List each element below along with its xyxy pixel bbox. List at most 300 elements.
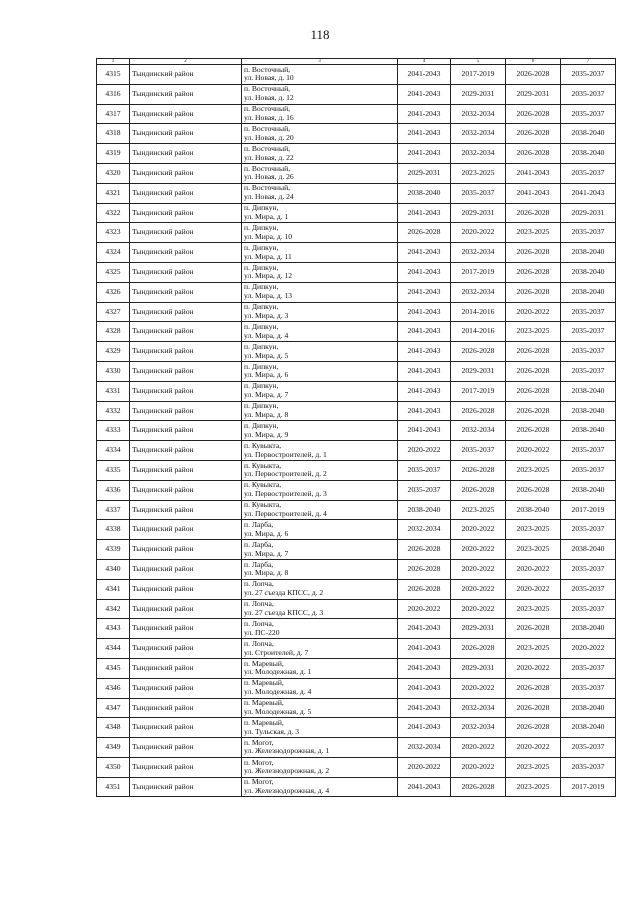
settlement-name: п. Кувыкта, xyxy=(244,480,282,490)
address xyxy=(242,698,398,718)
period-column-5: 2023-2025 xyxy=(451,500,506,520)
period-column-6: 2026-2028 xyxy=(506,698,561,718)
period-column-5: 2020-2022 xyxy=(451,738,506,758)
period-column-6: 2023-2025 xyxy=(506,757,561,777)
row-number: 4350 xyxy=(97,757,130,777)
period-column-4: 2026-2028 xyxy=(398,540,451,560)
row-number: 4315 xyxy=(97,65,130,85)
settlement-name: п. Лопча, xyxy=(244,618,274,628)
row-number: 4320 xyxy=(97,163,130,183)
table-row xyxy=(97,342,616,362)
district-name: Тындинский район xyxy=(130,401,242,421)
address xyxy=(242,579,398,599)
period-column-5: 2014-2016 xyxy=(451,322,506,342)
table-row xyxy=(97,441,616,461)
period-column-4: 2041-2043 xyxy=(398,718,451,738)
district-name: Тындинский район xyxy=(130,619,242,639)
row-number: 4316 xyxy=(97,84,130,104)
period-column-5: 2032-2034 xyxy=(451,243,506,263)
address xyxy=(242,84,398,104)
district-name: Тындинский район xyxy=(130,540,242,560)
period-column-7: 2038-2040 xyxy=(561,718,616,738)
district-name: Тындинский район xyxy=(130,104,242,124)
table-row xyxy=(97,480,616,500)
period-column-4: 2020-2022 xyxy=(398,599,451,619)
column-header-2: 2 xyxy=(130,59,242,65)
row-number: 4329 xyxy=(97,342,130,362)
address xyxy=(242,738,398,758)
address xyxy=(242,183,398,203)
street-address: ул. Мира, д. 7 xyxy=(244,390,289,400)
row-number: 4332 xyxy=(97,401,130,421)
address xyxy=(242,361,398,381)
period-column-6: 2020-2022 xyxy=(506,302,561,322)
settlement-name: п. Дипкун, xyxy=(244,262,279,272)
table-row xyxy=(97,639,616,659)
row-number: 4338 xyxy=(97,520,130,540)
table-row xyxy=(97,520,616,540)
table-row xyxy=(97,144,616,164)
settlement-name: п. Восточный, xyxy=(244,183,291,193)
period-column-5: 2035-2037 xyxy=(451,441,506,461)
period-column-4: 2041-2043 xyxy=(398,203,451,223)
period-column-7: 2035-2037 xyxy=(561,163,616,183)
row-number: 4331 xyxy=(97,381,130,401)
address xyxy=(242,243,398,263)
page-number: 118 xyxy=(310,27,330,42)
table-row xyxy=(97,84,616,104)
period-column-4: 2041-2043 xyxy=(398,381,451,401)
period-column-5: 2029-2031 xyxy=(451,203,506,223)
address xyxy=(242,322,398,342)
street-address: ул. Мира, д. 4 xyxy=(244,330,289,340)
table-row xyxy=(97,223,616,243)
period-column-6: 2026-2028 xyxy=(506,401,561,421)
district-name: Тындинский район xyxy=(130,460,242,480)
period-column-6: 2020-2022 xyxy=(506,738,561,758)
period-column-4: 2041-2043 xyxy=(398,65,451,85)
period-column-7: 2035-2037 xyxy=(561,579,616,599)
address xyxy=(242,262,398,282)
address xyxy=(242,282,398,302)
column-header-1: 1 xyxy=(97,59,130,65)
street-address: ул. Мира, д. 13 xyxy=(244,291,293,301)
period-column-5: 2032-2034 xyxy=(451,124,506,144)
settlement-name: п. Дипкун, xyxy=(244,203,279,213)
period-column-6: 2026-2028 xyxy=(506,342,561,362)
period-column-5: 2032-2034 xyxy=(451,144,506,164)
address xyxy=(242,619,398,639)
table-row xyxy=(97,302,616,322)
table-row xyxy=(97,757,616,777)
settlement-name: п. Дипкун, xyxy=(244,282,279,292)
settlement-name: п. Маревый, xyxy=(244,717,284,727)
address xyxy=(242,302,398,322)
period-column-7: 2035-2037 xyxy=(561,104,616,124)
period-column-5: 2026-2028 xyxy=(451,639,506,659)
street-address: ул. Первостроителей, д. 1 xyxy=(244,449,327,459)
period-column-6: 2041-2043 xyxy=(506,163,561,183)
row-number: 4336 xyxy=(97,480,130,500)
table-row xyxy=(97,421,616,441)
period-column-6: 2026-2028 xyxy=(506,678,561,698)
column-header-4: 4 xyxy=(398,59,451,65)
settlement-name: п. Ларба, xyxy=(244,539,274,549)
street-address: ул. Молодежная, д. 1 xyxy=(244,667,312,677)
street-address: ул. Мира, д. 8 xyxy=(244,568,289,578)
period-column-7: 2038-2040 xyxy=(561,381,616,401)
period-column-4: 2026-2028 xyxy=(398,223,451,243)
table-row xyxy=(97,599,616,619)
district-name: Тындинский район xyxy=(130,421,242,441)
street-address: ул. Первостроителей, д. 4 xyxy=(244,508,327,518)
column-header-5: 5 xyxy=(451,59,506,65)
table-row xyxy=(97,698,616,718)
period-column-6: 2020-2022 xyxy=(506,441,561,461)
street-address: ул. Первостроителей, д. 3 xyxy=(244,489,327,499)
settlement-name: п. Восточный, xyxy=(244,64,291,74)
street-address: ул. Новая, д. 10 xyxy=(244,73,294,83)
address xyxy=(242,559,398,579)
street-address: ул. Тульская, д. 3 xyxy=(244,726,300,736)
period-column-5: 2020-2022 xyxy=(451,540,506,560)
period-column-6: 2026-2028 xyxy=(506,361,561,381)
address xyxy=(242,381,398,401)
address xyxy=(242,599,398,619)
row-number: 4348 xyxy=(97,718,130,738)
period-column-4: 2029-2031 xyxy=(398,163,451,183)
period-column-7: 2035-2037 xyxy=(561,322,616,342)
district-name: Тындинский район xyxy=(130,302,242,322)
table-row xyxy=(97,777,616,797)
address xyxy=(242,441,398,461)
table-row xyxy=(97,718,616,738)
district-name: Тындинский район xyxy=(130,163,242,183)
row-number: 4339 xyxy=(97,540,130,560)
period-column-4: 2041-2043 xyxy=(398,124,451,144)
district-name: Тындинский район xyxy=(130,559,242,579)
period-column-7: 2038-2040 xyxy=(561,144,616,164)
period-column-4: 2026-2028 xyxy=(398,559,451,579)
district-name: Тындинский район xyxy=(130,757,242,777)
row-number: 4324 xyxy=(97,243,130,263)
period-column-5: 2029-2031 xyxy=(451,658,506,678)
period-column-4: 2038-2040 xyxy=(398,183,451,203)
address xyxy=(242,718,398,738)
period-column-7: 2035-2037 xyxy=(561,441,616,461)
period-column-5: 2026-2028 xyxy=(451,342,506,362)
district-name: Тындинский район xyxy=(130,579,242,599)
period-column-4: 2041-2043 xyxy=(398,421,451,441)
period-column-6: 2023-2025 xyxy=(506,460,561,480)
district-name: Тындинский район xyxy=(130,658,242,678)
street-address: ул. Мира, д. 5 xyxy=(244,350,289,360)
district-name: Тындинский район xyxy=(130,223,242,243)
street-address: ул. Мира, д. 1 xyxy=(244,211,289,221)
row-number: 4334 xyxy=(97,441,130,461)
period-column-6: 2026-2028 xyxy=(506,619,561,639)
street-address: ул. Мира, д. 8 xyxy=(244,409,289,419)
row-number: 4333 xyxy=(97,421,130,441)
period-column-4: 2032-2034 xyxy=(398,738,451,758)
row-number: 4330 xyxy=(97,361,130,381)
row-number: 4342 xyxy=(97,599,130,619)
table-row xyxy=(97,738,616,758)
table-row xyxy=(97,401,616,421)
address xyxy=(242,460,398,480)
settlement-name: п. Кувыкта, xyxy=(244,500,282,510)
settlement-name: п. Дипкун, xyxy=(244,302,279,312)
settlement-name: п. Лопча, xyxy=(244,599,274,609)
table-row xyxy=(97,361,616,381)
district-name: Тындинский район xyxy=(130,342,242,362)
settlement-name: п. Кувыкта, xyxy=(244,440,282,450)
address xyxy=(242,124,398,144)
row-number: 4322 xyxy=(97,203,130,223)
period-column-4: 2020-2022 xyxy=(398,757,451,777)
period-column-5: 2032-2034 xyxy=(451,718,506,738)
row-number: 4327 xyxy=(97,302,130,322)
table-row xyxy=(97,262,616,282)
settlement-name: п. Дипкун, xyxy=(244,421,279,431)
street-address: ул. Новая, д. 22 xyxy=(244,152,294,162)
district-name: Тындинский район xyxy=(130,282,242,302)
period-column-7: 2038-2040 xyxy=(561,540,616,560)
street-address: ул. 27 съезда КПСС, д. 2 xyxy=(244,588,324,598)
period-column-7: 2038-2040 xyxy=(561,619,616,639)
period-column-7: 2035-2037 xyxy=(561,738,616,758)
table-row xyxy=(97,500,616,520)
street-address: ул. ПС-220 xyxy=(244,627,280,637)
period-column-7: 2038-2040 xyxy=(561,698,616,718)
table-row xyxy=(97,460,616,480)
table-row xyxy=(97,381,616,401)
settlement-name: п. Дипкун, xyxy=(244,381,279,391)
table-row xyxy=(97,163,616,183)
period-column-4: 2038-2040 xyxy=(398,500,451,520)
district-name: Тындинский район xyxy=(130,599,242,619)
district-name: Тындинский район xyxy=(130,322,242,342)
district-name: Тындинский район xyxy=(130,262,242,282)
period-column-7: 2017-2019 xyxy=(561,500,616,520)
table-row xyxy=(97,183,616,203)
row-number: 4319 xyxy=(97,144,130,164)
table-row xyxy=(97,243,616,263)
row-number: 4344 xyxy=(97,639,130,659)
address xyxy=(242,540,398,560)
period-column-4: 2041-2043 xyxy=(398,84,451,104)
period-column-6: 2029-2031 xyxy=(506,84,561,104)
period-column-7: 2035-2037 xyxy=(561,678,616,698)
street-address: ул. Мира, д. 6 xyxy=(244,528,289,538)
street-address: ул. Молодежная, д. 5 xyxy=(244,706,312,716)
street-address: ул. Мира, д. 7 xyxy=(244,548,289,558)
table-row xyxy=(97,540,616,560)
settlement-name: п. Ларба, xyxy=(244,520,274,529)
period-column-7: 2035-2037 xyxy=(561,342,616,362)
period-column-6: 2023-2025 xyxy=(506,520,561,540)
row-number: 4340 xyxy=(97,559,130,579)
period-column-5: 2032-2034 xyxy=(451,698,506,718)
settlement-name: п. Восточный, xyxy=(244,143,291,153)
period-column-6: 2023-2025 xyxy=(506,599,561,619)
settlement-name: п. Восточный, xyxy=(244,124,291,134)
street-address: ул. Железнодорожная, д. 1 xyxy=(244,746,330,756)
street-address: ул. Молодежная, д. 4 xyxy=(244,687,312,697)
table-row xyxy=(97,65,616,85)
period-column-7: 2035-2037 xyxy=(561,460,616,480)
period-column-5: 2014-2016 xyxy=(451,302,506,322)
period-column-4: 2041-2043 xyxy=(398,658,451,678)
district-name: Тындинский район xyxy=(130,144,242,164)
settlement-name: п. Восточный, xyxy=(244,163,291,173)
period-column-5: 2020-2022 xyxy=(451,223,506,243)
period-column-4: 2041-2043 xyxy=(398,639,451,659)
address xyxy=(242,104,398,124)
period-column-7: 2035-2037 xyxy=(561,658,616,678)
settlement-name: п. Восточный, xyxy=(244,84,291,94)
period-column-7: 2035-2037 xyxy=(561,520,616,540)
table-row xyxy=(97,203,616,223)
period-column-6: 2026-2028 xyxy=(506,243,561,263)
period-column-5: 2026-2028 xyxy=(451,460,506,480)
district-name: Тындинский район xyxy=(130,777,242,797)
period-column-6: 2023-2025 xyxy=(506,777,561,797)
street-address: ул. Первостроителей, д. 2 xyxy=(244,469,327,479)
period-column-6: 2038-2040 xyxy=(506,500,561,520)
street-address: ул. 27 съезда КПСС, д. 3 xyxy=(244,607,324,617)
period-column-4: 2026-2028 xyxy=(398,579,451,599)
period-column-6: 2026-2028 xyxy=(506,262,561,282)
settlement-name: п. Ларба, xyxy=(244,559,274,569)
district-name: Тындинский район xyxy=(130,678,242,698)
period-column-7: 2038-2040 xyxy=(561,421,616,441)
row-number: 4341 xyxy=(97,579,130,599)
period-column-6: 2023-2025 xyxy=(506,540,561,560)
period-column-4: 2041-2043 xyxy=(398,777,451,797)
period-column-6: 2020-2022 xyxy=(506,559,561,579)
period-column-6: 2041-2043 xyxy=(506,183,561,203)
period-column-7: 2038-2040 xyxy=(561,124,616,144)
district-name: Тындинский район xyxy=(130,738,242,758)
address xyxy=(242,500,398,520)
street-address: ул. Железнодорожная, д. 4 xyxy=(244,786,330,796)
period-column-6: 2026-2028 xyxy=(506,282,561,302)
period-column-6: 2026-2028 xyxy=(506,480,561,500)
address xyxy=(242,678,398,698)
row-number: 4318 xyxy=(97,124,130,144)
period-column-7: 2035-2037 xyxy=(561,599,616,619)
period-column-7: 2035-2037 xyxy=(561,361,616,381)
period-column-7: 2038-2040 xyxy=(561,282,616,302)
address xyxy=(242,144,398,164)
settlement-name: п. Лопча, xyxy=(244,579,274,589)
address xyxy=(242,757,398,777)
row-number: 4321 xyxy=(97,183,130,203)
settlement-name: п. Кувыкта, xyxy=(244,460,282,470)
table-row xyxy=(97,322,616,342)
settlement-name: п. Дипкун, xyxy=(244,401,279,411)
period-column-5: 2020-2022 xyxy=(451,599,506,619)
settlement-name: п. Лопча, xyxy=(244,638,274,648)
address xyxy=(242,163,398,183)
street-address: ул. Мира, д. 12 xyxy=(244,271,293,281)
period-column-4: 2041-2043 xyxy=(398,322,451,342)
period-column-6: 2023-2025 xyxy=(506,639,561,659)
period-column-7: 2017-2019 xyxy=(561,777,616,797)
period-column-4: 2035-2037 xyxy=(398,480,451,500)
address xyxy=(242,520,398,540)
column-header-7: 7 xyxy=(561,59,616,65)
period-column-4: 2020-2022 xyxy=(398,441,451,461)
period-column-5: 2032-2034 xyxy=(451,421,506,441)
column-header-6: 6 xyxy=(506,59,561,65)
period-column-7: 2029-2031 xyxy=(561,203,616,223)
street-address: ул. Новая, д. 12 xyxy=(244,93,294,103)
period-column-5: 2035-2037 xyxy=(451,183,506,203)
row-number: 4345 xyxy=(97,658,130,678)
address xyxy=(242,223,398,243)
row-number: 4347 xyxy=(97,698,130,718)
district-name: Тындинский район xyxy=(130,520,242,540)
row-number: 4337 xyxy=(97,500,130,520)
street-address: ул. Новая, д. 24 xyxy=(244,192,294,202)
settlement-name: п. Могот, xyxy=(244,757,274,767)
registry-table-body xyxy=(97,59,616,797)
period-column-5: 2032-2034 xyxy=(451,282,506,302)
period-column-7: 2035-2037 xyxy=(561,302,616,322)
address xyxy=(242,65,398,85)
period-column-4: 2041-2043 xyxy=(398,282,451,302)
settlement-name: п. Могот, xyxy=(244,777,274,787)
street-address: ул. Мира, д. 3 xyxy=(244,310,289,320)
district-name: Тындинский район xyxy=(130,698,242,718)
settlement-name: п. Восточный, xyxy=(244,104,291,114)
address xyxy=(242,658,398,678)
period-column-5: 2017-2019 xyxy=(451,65,506,85)
table-row xyxy=(97,678,616,698)
period-column-6: 2020-2022 xyxy=(506,658,561,678)
street-address: ул. Новая, д. 26 xyxy=(244,172,294,182)
period-column-4: 2041-2043 xyxy=(398,619,451,639)
period-column-5: 2020-2022 xyxy=(451,559,506,579)
table-row xyxy=(97,124,616,144)
period-column-4: 2041-2043 xyxy=(398,302,451,322)
period-column-5: 2029-2031 xyxy=(451,361,506,381)
district-name: Тындинский район xyxy=(130,124,242,144)
period-column-6: 2026-2028 xyxy=(506,104,561,124)
table-row xyxy=(97,559,616,579)
row-number: 4317 xyxy=(97,104,130,124)
district-name: Тындинский район xyxy=(130,639,242,659)
period-column-5: 2017-2019 xyxy=(451,262,506,282)
street-address: ул. Строителей, д. 7 xyxy=(244,647,309,657)
period-column-6: 2023-2025 xyxy=(506,322,561,342)
row-number: 4343 xyxy=(97,619,130,639)
settlement-name: п. Дипкун, xyxy=(244,341,279,351)
address xyxy=(242,480,398,500)
district-name: Тындинский район xyxy=(130,361,242,381)
period-column-4: 2041-2043 xyxy=(398,401,451,421)
period-column-5: 2029-2031 xyxy=(451,84,506,104)
period-column-4: 2041-2043 xyxy=(398,104,451,124)
district-name: Тындинский район xyxy=(130,183,242,203)
address xyxy=(242,342,398,362)
period-column-5: 2020-2022 xyxy=(451,520,506,540)
table-row xyxy=(97,619,616,639)
street-address: ул. Новая, д. 16 xyxy=(244,112,294,122)
period-column-5: 2026-2028 xyxy=(451,777,506,797)
